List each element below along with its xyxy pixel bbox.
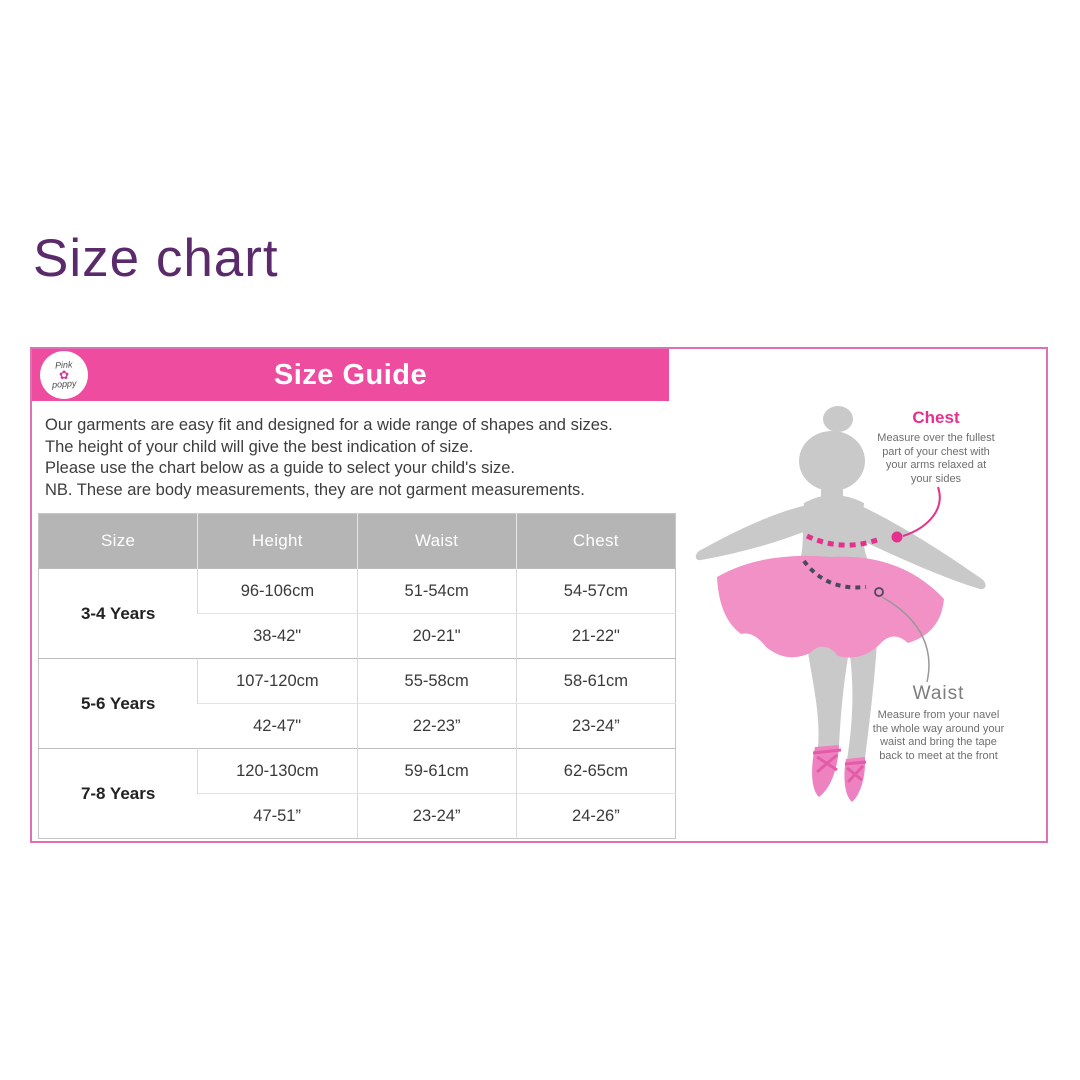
- intro-line: Please use the chart below as a guide to select your child's size.: [45, 459, 515, 477]
- chest-connector-line: [903, 487, 940, 536]
- waist-cm-cell: 55-58cm: [357, 659, 516, 704]
- chest-annotation-title: Chest: [912, 408, 960, 427]
- size-table: [38, 513, 676, 839]
- brand-name-top: Pink: [54, 359, 74, 371]
- table-row: [39, 569, 676, 614]
- waist-cm-cell: 59-61cm: [357, 749, 516, 794]
- size-guide-header: [32, 349, 669, 401]
- flower-icon: ✿: [58, 368, 70, 382]
- brand-name-bottom: poppy: [51, 378, 77, 390]
- column-header-size: Size: [39, 514, 198, 569]
- waist-annotation: [861, 683, 1016, 763]
- height-in-cell: 38-42": [198, 614, 357, 659]
- chest-in-cell: 21-22": [516, 614, 675, 659]
- size-group-7-8: [39, 749, 676, 839]
- size-group-3-4: [39, 569, 676, 659]
- column-header-chest: Chest: [516, 514, 675, 569]
- chest-in-cell: 23-24”: [516, 704, 675, 749]
- table-row: [39, 749, 676, 794]
- size-label: 7-8 Years: [39, 749, 198, 839]
- chest-in-cell: 24-26”: [516, 794, 675, 839]
- height-in-cell: 47-51”: [198, 794, 357, 839]
- intro-line: NB. These are body measurements, they are not garment measurements.: [45, 480, 585, 499]
- size-label: 5-6 Years: [39, 659, 198, 749]
- waist-in-cell: 23-24”: [357, 794, 516, 839]
- table-header-row: [39, 514, 676, 569]
- intro-line: The height of your child will give the best indication of size.: [45, 437, 474, 456]
- brand-logo: [40, 351, 88, 399]
- column-header-height: Height: [198, 514, 357, 569]
- waist-annotation-text: Measure from your navel the whole way around your waist and bring the tape back to meet at the front: [872, 709, 1005, 762]
- size-guide-title: Size Guide: [273, 358, 428, 391]
- chest-cm-cell: 62-65cm: [516, 749, 675, 794]
- height-in-cell: 42-47": [198, 704, 357, 749]
- chest-cm-cell: 54-57cm: [516, 569, 675, 614]
- page-title: Size chart: [33, 229, 279, 288]
- waist-in-cell: 20-21": [357, 614, 516, 659]
- waist-cm-cell: 51-54cm: [357, 569, 516, 614]
- size-label: 3-4 Years: [39, 569, 198, 659]
- height-cm-cell: 107-120cm: [198, 659, 357, 704]
- table-row: [39, 659, 676, 704]
- size-guide-panel: [30, 347, 1048, 843]
- height-cm-cell: 120-130cm: [198, 749, 357, 794]
- waist-annotation-title: Waist: [912, 683, 965, 704]
- chest-connector-dot: [892, 532, 903, 543]
- intro-line: Our garments are easy fit and designed for a wide range of shapes and sizes.: [45, 416, 613, 434]
- height-cm-cell: 96-106cm: [198, 569, 357, 614]
- tutu-skirt: [717, 556, 944, 658]
- intro-text: [45, 415, 613, 501]
- size-group-5-6: [39, 659, 676, 749]
- chest-annotation: [861, 408, 1011, 486]
- waist-in-cell: 22-23”: [357, 704, 516, 749]
- chest-annotation-text: Measure over the fullest part of your chest with your arms relaxed at your sides: [877, 432, 995, 485]
- column-header-waist: Waist: [357, 514, 516, 569]
- chest-cm-cell: 58-61cm: [516, 659, 675, 704]
